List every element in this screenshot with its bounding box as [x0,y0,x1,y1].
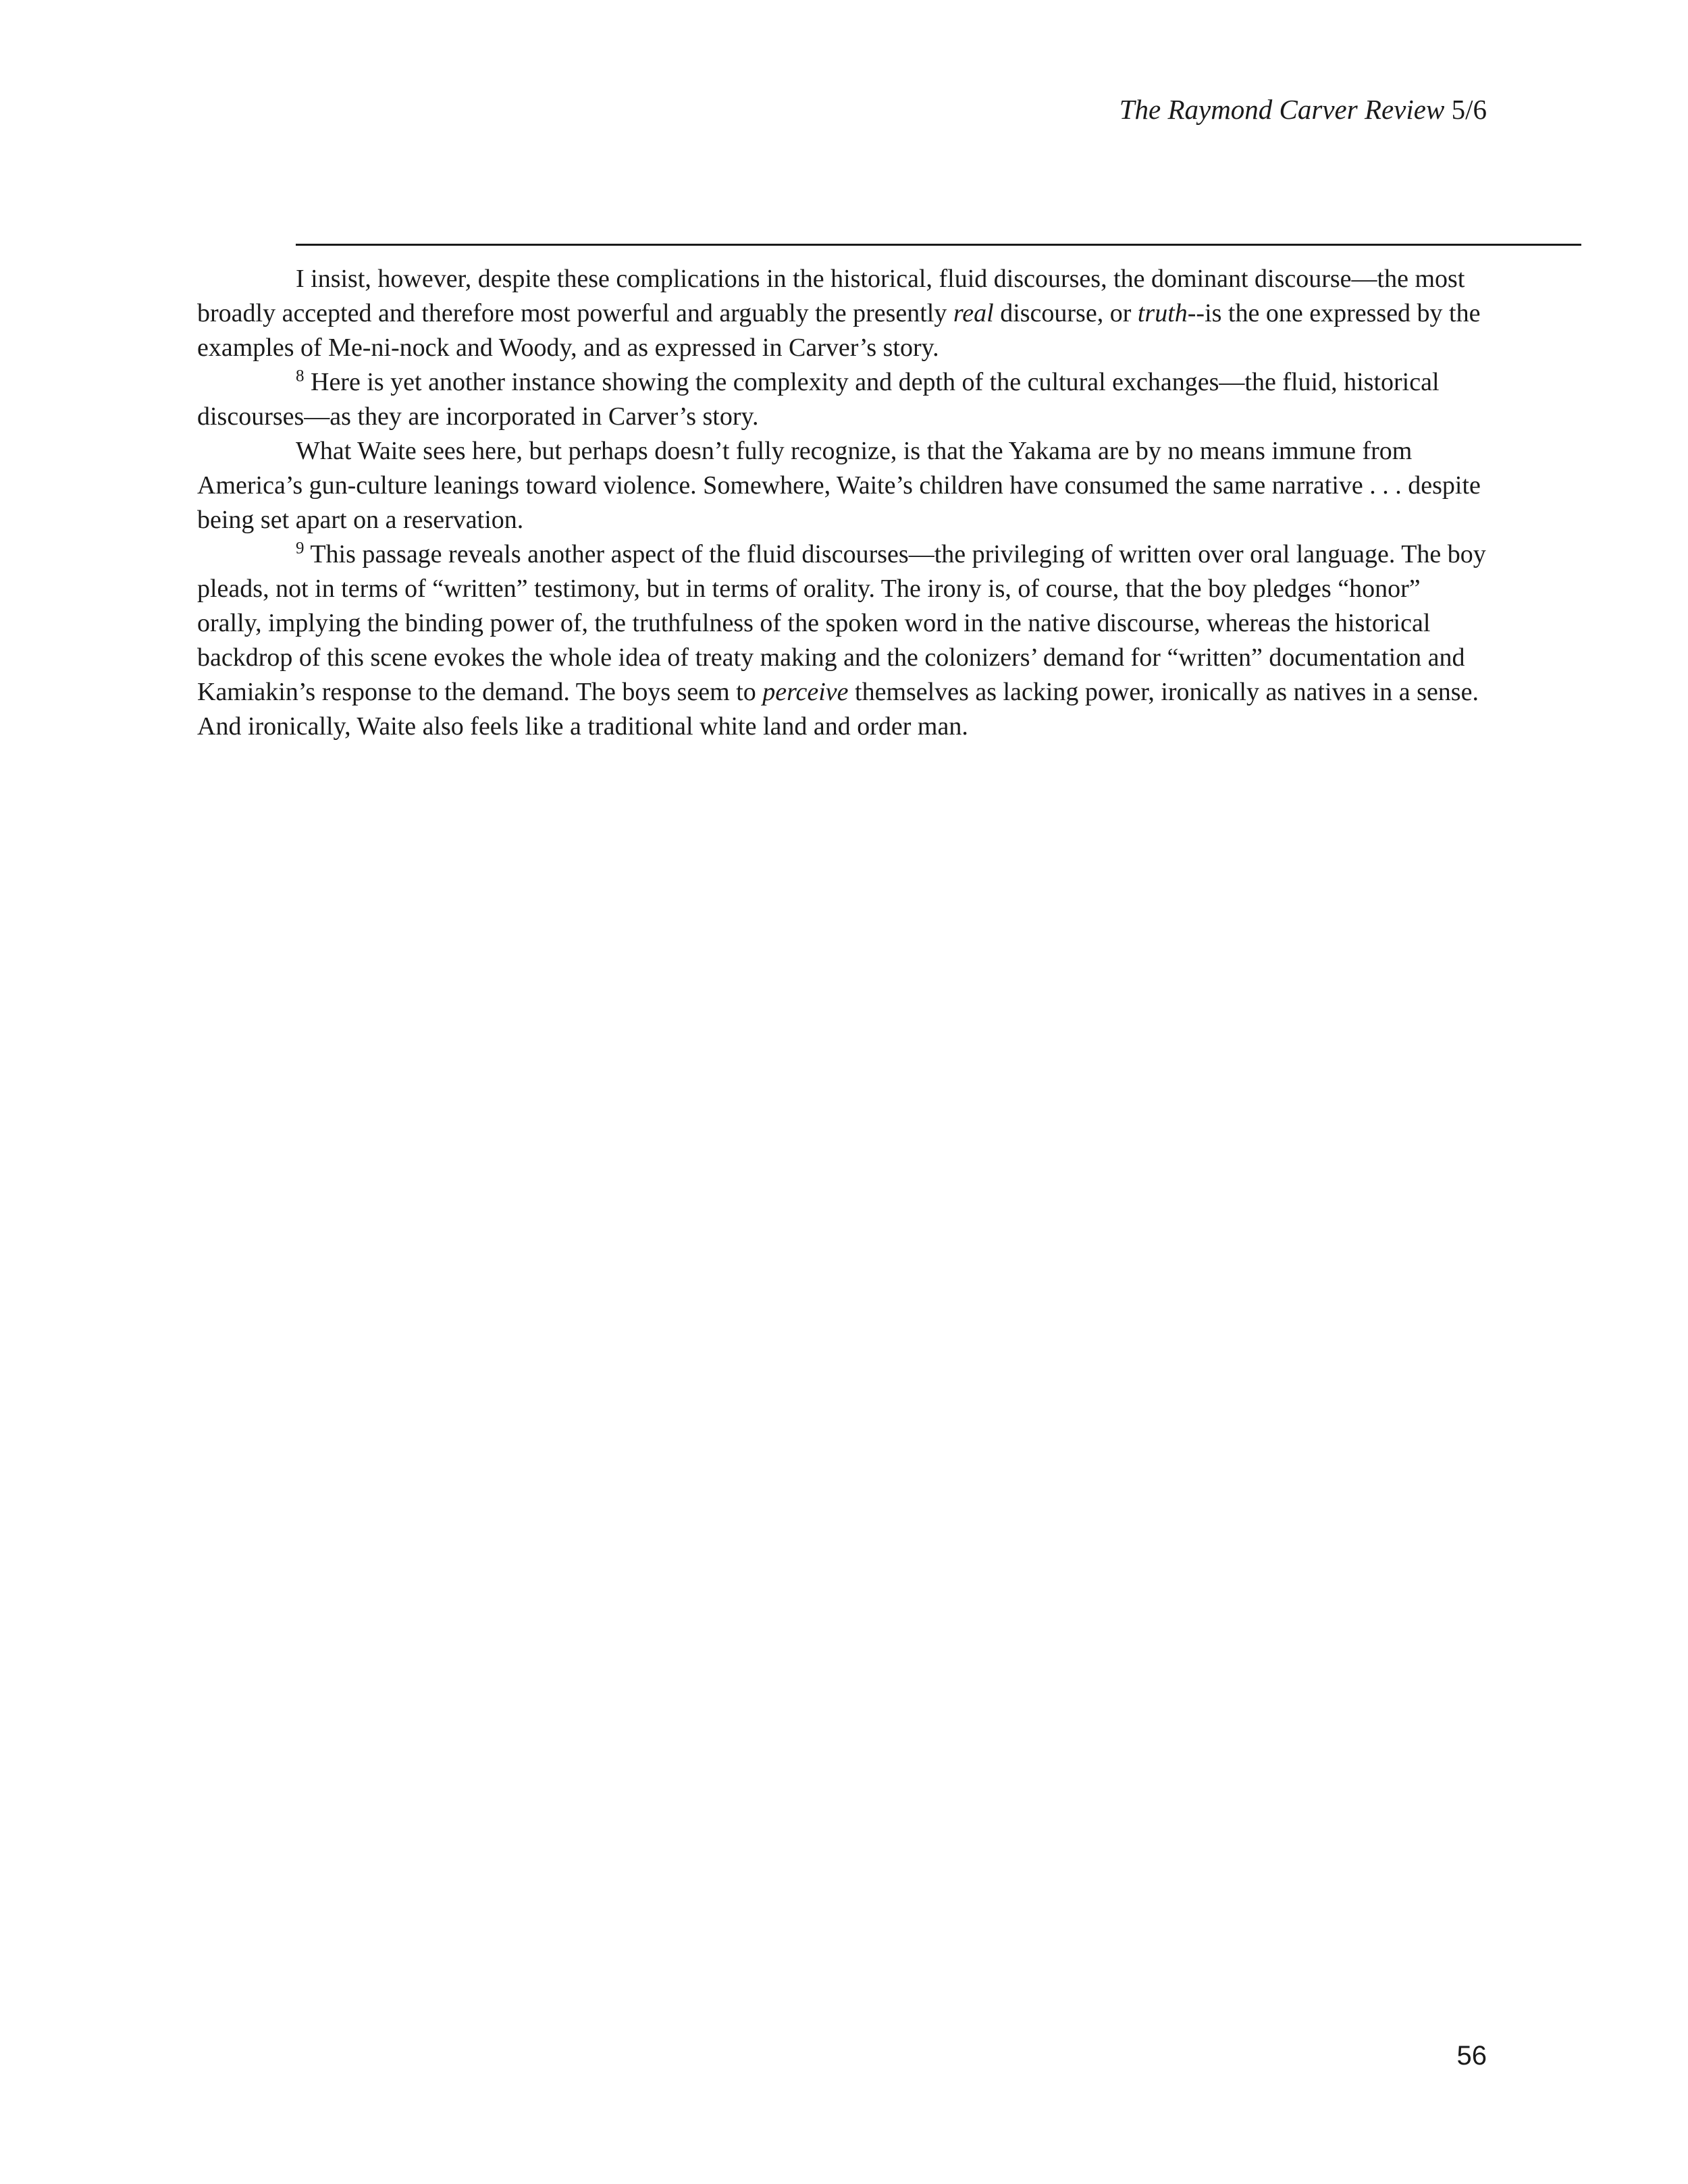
running-header [1119,96,1487,124]
text-run: --is the one expressed by the examples of Me-ni-nock and Woody, and as expressed in Carver’s story. [197,299,1481,362]
italic-text: truth [1137,299,1188,327]
text-run: themselves as lacking power, ironically as natives in a sense. And ironically, Waite also feels like a traditional white land and order man. [197,678,1479,741]
footnote-marker: 8 [296,367,305,385]
text-run: I insist, however, despite these complications in the historical, fluid discourses, the dominant discourse—the most broadly accepted and therefore most powerful and arguably the presently [197,265,1465,327]
text-run: discourse, or [993,299,1138,327]
footnote-separator [296,244,1581,246]
text-run: What Waite sees here, but perhaps doesn’t fully recognize, is that the Yakama are by no means immune from America’s gun-culture leanings toward violence. Somewhere, Waite’s children have consumed the same narrative . . . despite being set apart on a reservation. [197,437,1481,534]
issue-number: 5/6 [1451,94,1487,125]
italic-text: real [953,299,994,327]
page-number: 56 [1456,2041,1487,2071]
footnote-continuation [197,262,1491,365]
footnote-9 [197,537,1491,744]
journal-title: The Raymond Carver Review [1119,94,1445,125]
footnotes-section [197,262,1491,744]
italic-text: perceive [762,678,849,706]
footnote-8-continuation [197,434,1491,537]
footnote-8 [197,365,1491,434]
text-run: Here is yet another instance showing the complexity and depth of the cultural exchanges—the fluid, historical discourses—as they are incorporated in Carver’s story. [197,368,1440,431]
text-run: This passage reveals another aspect of the fluid discourses—the privileging of written over oral language. The boy pleads, not in terms of “written” testimony, but in terms of orality. The irony is, of course, that the boy pledges “honor” orally, implying the binding power of, the truthfulness of the spoken word in the native discourse, whereas the historical backdrop of this scene evokes the whole idea of treaty making and the colonizers’ demand for “written” documentation and Kamiakin’s response to the demand. The boys seem to [197,540,1486,706]
footnote-marker: 9 [296,539,305,558]
